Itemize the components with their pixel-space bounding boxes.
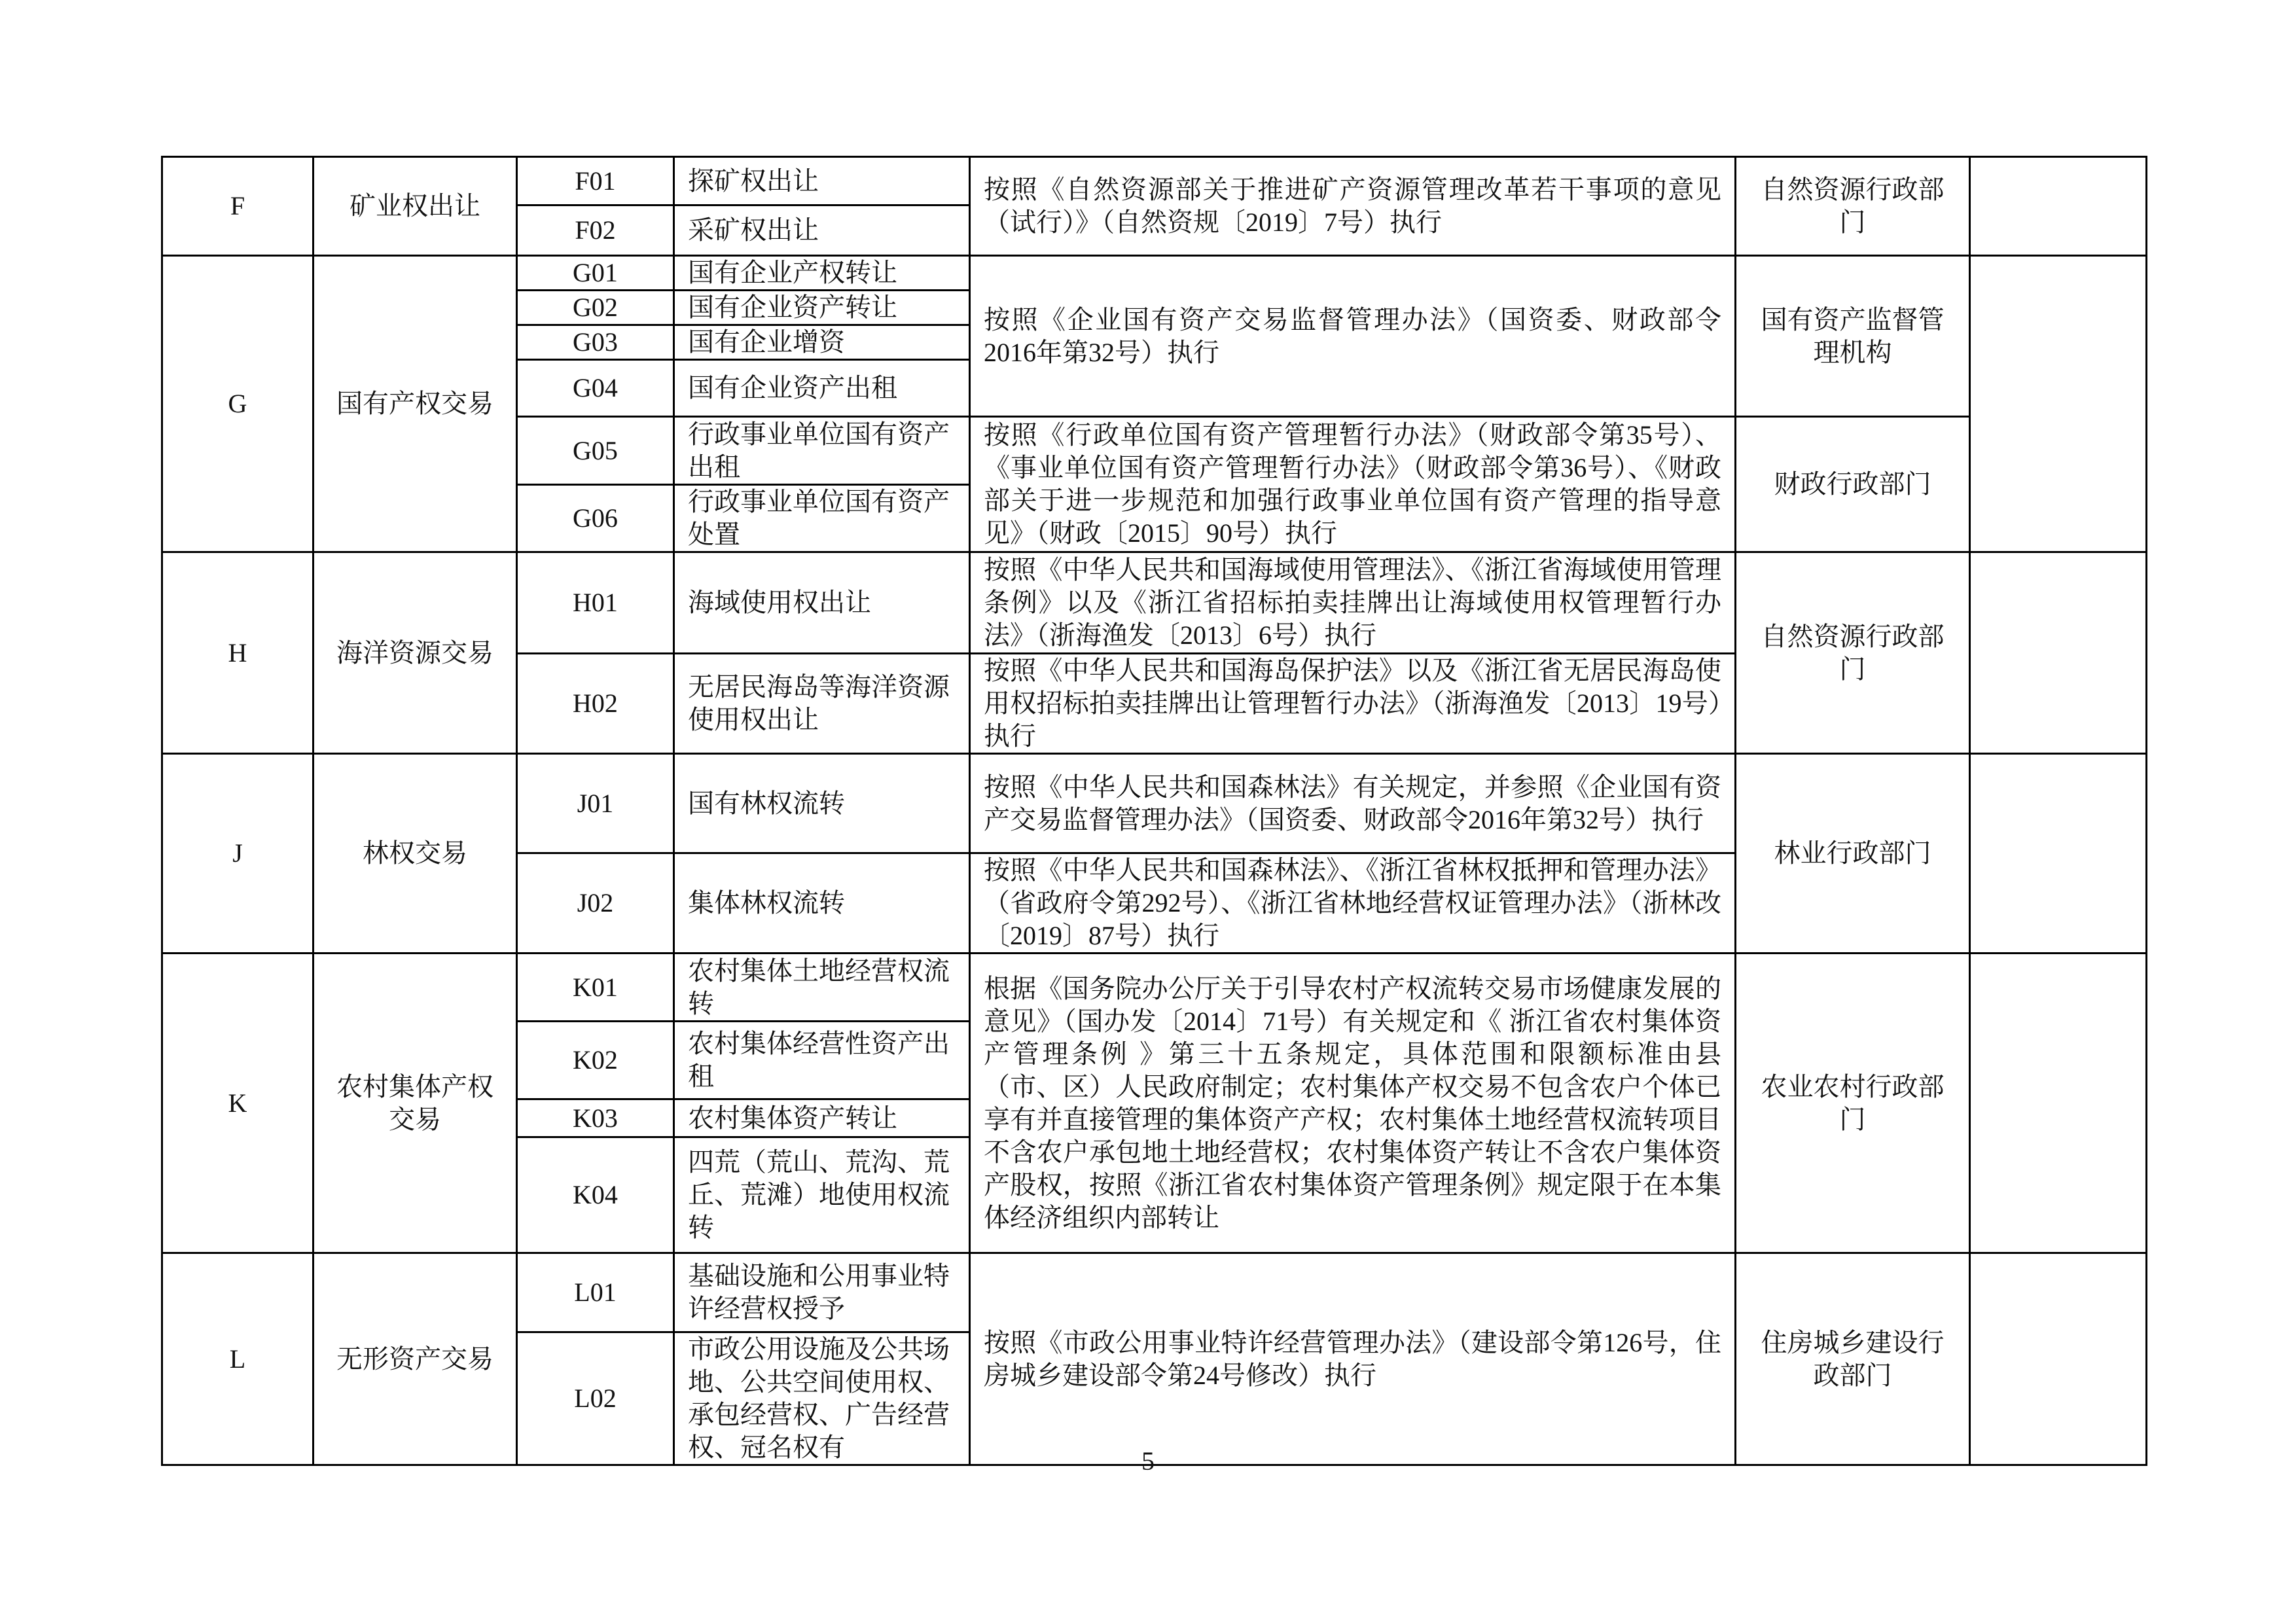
item-name: 国有企业产权转让 [674, 256, 970, 291]
item-name: 农村集体土地经营权流转 [674, 954, 970, 1022]
item-name: 探矿权出让 [674, 157, 970, 205]
table-row [162, 1253, 2147, 1332]
remarks-cell [1970, 954, 2147, 1253]
group-category: 海洋资源交易 [314, 552, 517, 754]
table-row [162, 256, 2147, 291]
legal-basis: 按照《市政公用事业特许经营管理办法》（建设部令第126号，住房城乡建设部令第24号修改）执行 [970, 1253, 1736, 1465]
item-code: J01 [517, 754, 674, 853]
legal-basis: 按照《中华人民共和国海岛保护法》以及《浙江省无居民海岛使用权招标拍卖挂牌出让管理暂行办法》（浙海渔发〔2013〕19号）执行 [970, 654, 1736, 754]
item-name: 国有林权流转 [674, 754, 970, 853]
table-row [162, 954, 2147, 1022]
item-code: G05 [517, 417, 674, 485]
department: 财政行政部门 [1736, 417, 1970, 552]
remarks-cell [1970, 256, 2147, 552]
remarks-cell [1970, 754, 2147, 954]
legal-basis: 按照《企业国有资产交易监督管理办法》（国资委、财政部令2016年第32号）执行 [970, 256, 1736, 417]
item-code: H01 [517, 552, 674, 654]
item-code: G06 [517, 485, 674, 552]
group-code: G [162, 256, 314, 552]
department: 自然资源行政部门 [1736, 552, 1970, 754]
group-category: 矿业权出让 [314, 157, 517, 256]
item-code: G04 [517, 360, 674, 417]
item-code: K04 [517, 1137, 674, 1253]
item-name: 行政事业单位国有资产处置 [674, 485, 970, 552]
transaction-catalog-table [161, 156, 2147, 1466]
item-name: 行政事业单位国有资产出租 [674, 417, 970, 485]
item-name: 农村集体经营性资产出租 [674, 1022, 970, 1099]
remarks-cell [1970, 1253, 2147, 1465]
department: 国有资产监督管理机构 [1736, 256, 1970, 417]
item-name: 无居民海岛等海洋资源使用权出让 [674, 654, 970, 754]
group-code: K [162, 954, 314, 1253]
item-code: K02 [517, 1022, 674, 1099]
item-code: F02 [517, 205, 674, 256]
legal-basis: 按照《行政单位国有资产管理暂行办法》（财政部令第35号）、《事业单位国有资产管理暂行办法》（财政部令第36号）、《财政部关于进一步规范和加强行政事业单位国有资产管理的指导意见》（财政〔2015〕90号）执行 [970, 417, 1736, 552]
item-name: 四荒（荒山、荒沟、荒丘、荒滩）地使用权流转 [674, 1137, 970, 1253]
department: 林业行政部门 [1736, 754, 1970, 954]
department: 自然资源行政部门 [1736, 157, 1970, 256]
group-category: 林权交易 [314, 754, 517, 954]
group-category: 无形资产交易 [314, 1253, 517, 1465]
table-row [162, 754, 2147, 853]
legal-basis: 按照《中华人民共和国森林法》、《浙江省林权抵押和管理办法》（省政府令第292号）、《浙江省林地经营权证管理办法》（浙林改〔2019〕87号）执行 [970, 853, 1736, 954]
group-category: 农村集体产权交易 [314, 954, 517, 1253]
remarks-cell [1970, 552, 2147, 754]
item-code: J02 [517, 853, 674, 954]
legal-basis: 根据《国务院办公厅关于引导农村产权流转交易市场健康发展的意见》（国办发〔2014〕71号）有关规定和《 浙江省农村集体资产管理条例 》第三十五条规定，具体范围和限额标准由县（市、区）人民政府制定；农村集体产权交易不包含农户个体已享有并直接管理的集体资产产权；农村集体土地经营权流转项目不含农户承包地土地经营权；农村集体资产转让不含农户集体资产股权，按照《浙江省农村集体资产管理条例》规定限于在本集体经济组织内部转让 [970, 954, 1736, 1253]
item-code: L01 [517, 1253, 674, 1332]
table-row [162, 552, 2147, 654]
item-code: G02 [517, 291, 674, 325]
group-category: 国有产权交易 [314, 256, 517, 552]
group-code: J [162, 754, 314, 954]
legal-basis: 按照《自然资源部关于推进矿产资源管理改革若干事项的意见（试行）》（自然资规〔2019〕7号）执行 [970, 157, 1736, 256]
item-name: 采矿权出让 [674, 205, 970, 256]
item-code: F01 [517, 157, 674, 205]
legal-basis: 按照《中华人民共和国森林法》有关规定，并参照《企业国有资产交易监督管理办法》（国资委、财政部令2016年第32号）执行 [970, 754, 1736, 853]
legal-basis: 按照《中华人民共和国海域使用管理法》、《浙江省海域使用管理条例》以及《浙江省招标拍卖挂牌出让海域使用权管理暂行办法》（浙海渔发〔2013〕6号）执行 [970, 552, 1736, 654]
item-name: 农村集体资产转让 [674, 1099, 970, 1137]
group-code: F [162, 157, 314, 256]
item-name: 基础设施和公用事业特许经营权授予 [674, 1253, 970, 1332]
remarks-cell [1970, 157, 2147, 256]
item-code: K03 [517, 1099, 674, 1137]
department: 农业农村行政部门 [1736, 954, 1970, 1253]
item-code: K01 [517, 954, 674, 1022]
item-name: 国有企业增资 [674, 325, 970, 360]
item-code: G03 [517, 325, 674, 360]
item-code: G01 [517, 256, 674, 291]
group-code: L [162, 1253, 314, 1465]
item-name: 市政公用设施及公共场地、公共空间使用权、承包经营权、广告经营权、冠名权有 [674, 1332, 970, 1465]
department: 住房城乡建设行政部门 [1736, 1253, 1970, 1465]
item-name: 国有企业资产转让 [674, 291, 970, 325]
table-row [162, 157, 2147, 205]
page-number: 5 [1141, 1446, 1155, 1476]
item-code: H02 [517, 654, 674, 754]
item-code: L02 [517, 1332, 674, 1465]
item-name: 国有企业资产出租 [674, 360, 970, 417]
item-name: 海域使用权出让 [674, 552, 970, 654]
item-name: 集体林权流转 [674, 853, 970, 954]
group-code: H [162, 552, 314, 754]
